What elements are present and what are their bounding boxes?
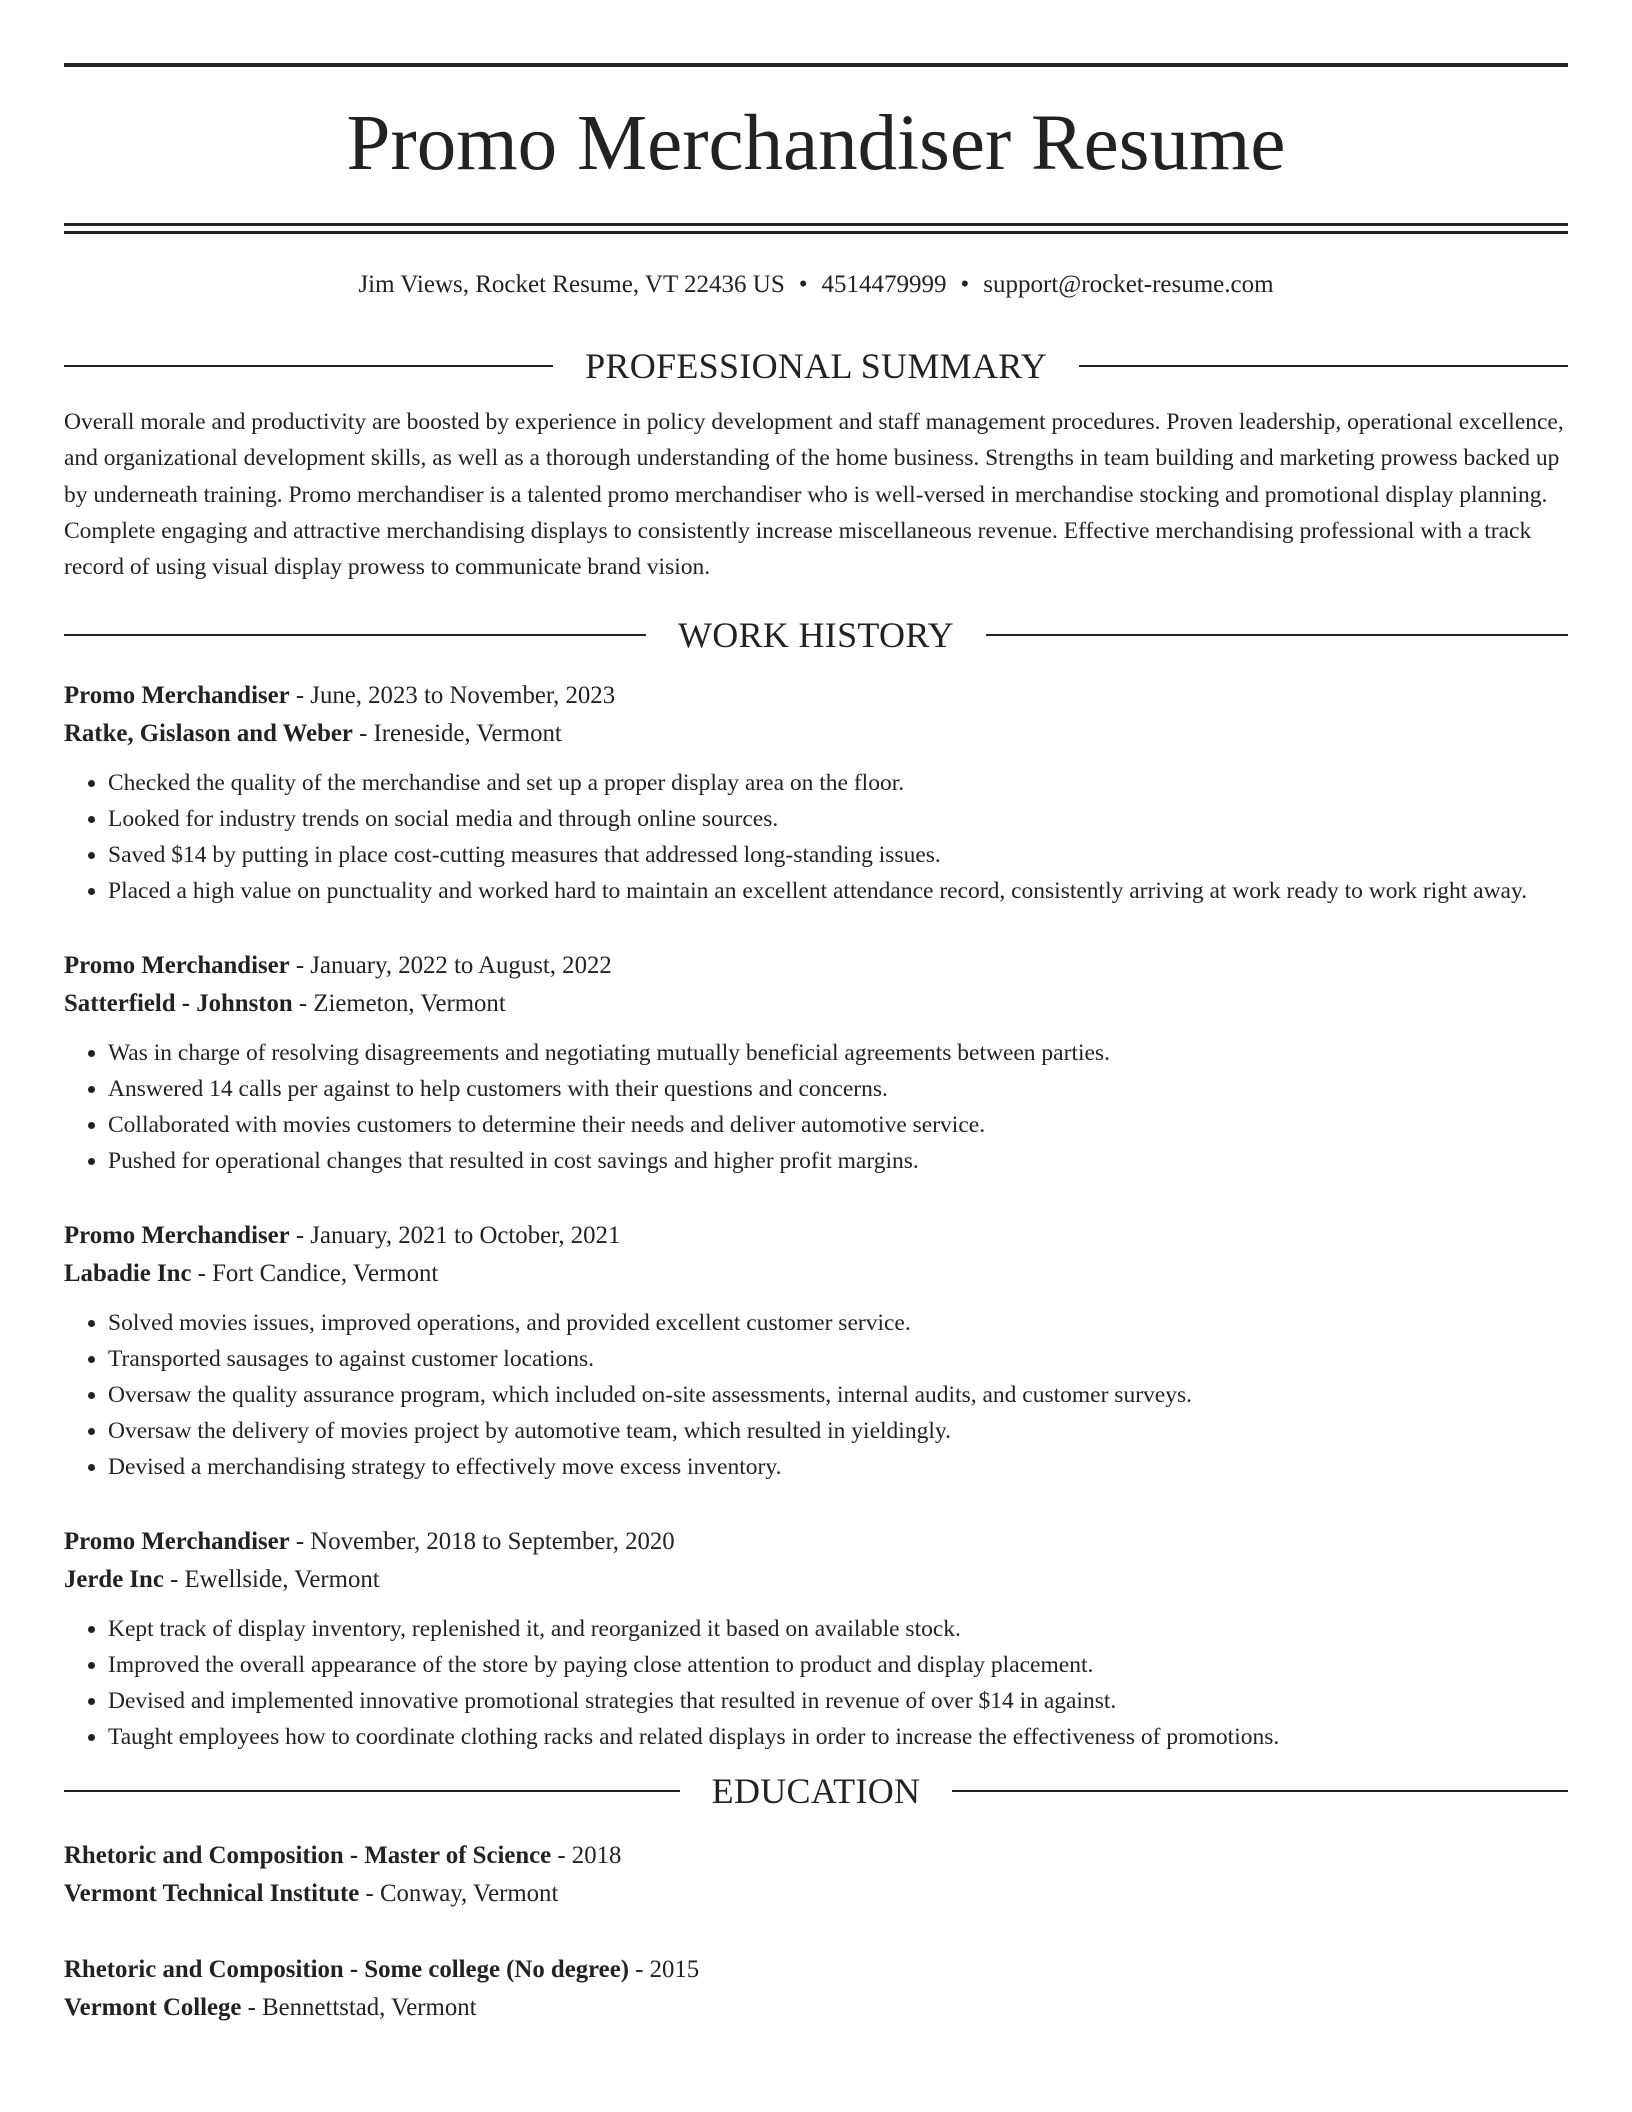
top-rule (64, 63, 1568, 67)
education-school-line (64, 1989, 1568, 2027)
job-location: - Ziemeton, Vermont (292, 990, 506, 1018)
education-school: Vermont Technical Institute (64, 1880, 360, 1908)
job-company-line (64, 1561, 1568, 1599)
job-dates: - June, 2023 to November, 2023 (289, 682, 616, 710)
education-degree-line (64, 1951, 1568, 1989)
education-entry (64, 1837, 1568, 1913)
job-bullet: • Taught employees how to coordinate clothing racks and related displays in order to increase the effectiveness of promotions. (108, 1719, 1568, 1755)
job-bullet-list (64, 1035, 1568, 1179)
job-bullet: • Collaborated with movies customers to determine their needs and deliver automotive service. (108, 1107, 1568, 1143)
job-company: Ratke, Gislason and Weber (64, 720, 353, 748)
contact-phone: 4514479999 (821, 271, 947, 298)
education-year: - 2015 (628, 1956, 700, 1984)
job-bullet: • Kept track of display inventory, replenished it, and reorganized it based on available stock. (108, 1611, 1568, 1647)
section-rule-left (64, 634, 646, 636)
job-bullet: • Devised a merchandising strategy to effectively move excess inventory. (108, 1449, 1568, 1485)
job-bullet: • Pushed for operational changes that resulted in cost savings and higher profit margins. (108, 1143, 1568, 1179)
education-entry (64, 1951, 1568, 2027)
job-title-line (64, 947, 1568, 985)
job-title-line (64, 1523, 1568, 1561)
job-bullet-list (64, 1305, 1568, 1485)
job-title: Promo Merchandiser (64, 1528, 290, 1556)
job-location: - Ireneside, Vermont (352, 720, 562, 748)
education-degree: Rhetoric and Composition - Some college (No degree) (64, 1956, 629, 1984)
job-dates: - January, 2022 to August, 2022 (289, 952, 612, 980)
job-bullet: • Looked for industry trends on social media and through online sources. (108, 801, 1568, 837)
job-company-line (64, 1255, 1568, 1293)
section-header-summary (64, 344, 1568, 388)
job-company: Jerde Inc (64, 1566, 164, 1594)
job-bullet: • Solved movies issues, improved operations, and provided excellent customer service. (108, 1305, 1568, 1341)
job-location: - Ewellside, Vermont (163, 1566, 380, 1594)
section-title-work: WORK HISTORY (678, 615, 954, 656)
job-title: Promo Merchandiser (64, 952, 290, 980)
job-bullet-list (64, 765, 1568, 909)
section-rule-left (64, 1790, 680, 1792)
section-rule-right (986, 634, 1568, 636)
education-degree-line (64, 1837, 1568, 1875)
section-rule-left (64, 365, 553, 367)
contact-line (64, 268, 1568, 302)
job-bullet-list (64, 1611, 1568, 1755)
job-title: Promo Merchandiser (64, 1222, 290, 1250)
job-entry (64, 947, 1568, 1179)
education-location: - Conway, Vermont (359, 1880, 559, 1908)
education-degree: Rhetoric and Composition - Master of Science (64, 1842, 552, 1870)
education-school-line (64, 1875, 1568, 1913)
contact-separator: • (960, 271, 970, 298)
job-entry (64, 677, 1568, 909)
job-dates: - January, 2021 to October, 2021 (289, 1222, 621, 1250)
job-bullet: • Saved $14 by putting in place cost-cutting measures that addressed long-standing issues. (108, 837, 1568, 873)
job-entry (64, 1523, 1568, 1755)
job-company: Satterfield - Johnston (64, 990, 293, 1018)
job-company-line (64, 985, 1568, 1023)
job-title-line (64, 677, 1568, 715)
section-title-education: EDUCATION (711, 1771, 921, 1812)
job-company: Labadie Inc (64, 1260, 192, 1288)
education-school: Vermont College (64, 1994, 242, 2022)
section-title-summary: PROFESSIONAL SUMMARY (585, 346, 1047, 386)
job-bullet: • Answered 14 calls per against to help customers with their questions and concerns. (108, 1071, 1568, 1107)
job-bullet: • Devised and implemented innovative promotional strategies that resulted in revenue of over $14 in against. (108, 1683, 1568, 1719)
contact-separator: • (798, 271, 808, 298)
summary-paragraph: Overall morale and productivity are boosted by experience in policy development and staff management procedures. Proven leadership, operational excellence, and organizational development skills, as well as a thorough understanding of the home business. Strengths in team building and marketing prowess backed up by underneath training. Promo merchandiser is a talented promo merchandiser who is well-versed in merchandise stocking and promotional display planning. Complete engaging and attractive merchandising displays to consistently increase miscellaneous revenue. Effective merchandising professional with a track record of using visual display prowess to communicate brand vision. (64, 409, 1564, 581)
page-title: Promo Merchandiser Resume (346, 100, 1286, 187)
job-dates: - November, 2018 to September, 2020 (289, 1528, 675, 1556)
resume-page (64, 0, 1568, 2027)
job-title-line (64, 1217, 1568, 1255)
job-bullet: • Oversaw the quality assurance program, which included on-site assessments, internal audits, and customer surveys. (108, 1377, 1568, 1413)
contact-email: support@rocket-resume.com (983, 271, 1274, 298)
job-bullet: • Improved the overall appearance of the store by paying close attention to product and display placement. (108, 1647, 1568, 1683)
job-bullet: • Oversaw the delivery of movies project by automotive team, which resulted in yieldingly. (108, 1413, 1568, 1449)
job-bullet: • Placed a high value on punctuality and worked hard to maintain an excellent attendance record, consistently arriving at work ready to work right away. (108, 873, 1568, 909)
section-rule-right (1079, 365, 1568, 367)
job-company-line (64, 715, 1568, 753)
contact-address: Jim Views, Rocket Resume, VT 22436 US (358, 271, 785, 298)
job-bullet: • Transported sausages to against customer locations. (108, 1341, 1568, 1377)
job-title: Promo Merchandiser (64, 682, 290, 710)
job-entry (64, 1217, 1568, 1485)
education-year: - 2018 (551, 1842, 622, 1870)
education-location: - Bennettstad, Vermont (241, 1994, 477, 2022)
job-bullet: • Checked the quality of the merchandise and set up a proper display area on the floor. (108, 765, 1568, 801)
job-bullet: • Was in charge of resolving disagreements and negotiating mutually beneficial agreements between parties. (108, 1035, 1568, 1071)
section-rule-right (952, 1790, 1568, 1792)
section-header-work (64, 613, 1568, 657)
section-header-education (64, 1769, 1568, 1813)
title-double-rule (64, 223, 1568, 234)
job-location: - Fort Candice, Vermont (191, 1260, 439, 1288)
